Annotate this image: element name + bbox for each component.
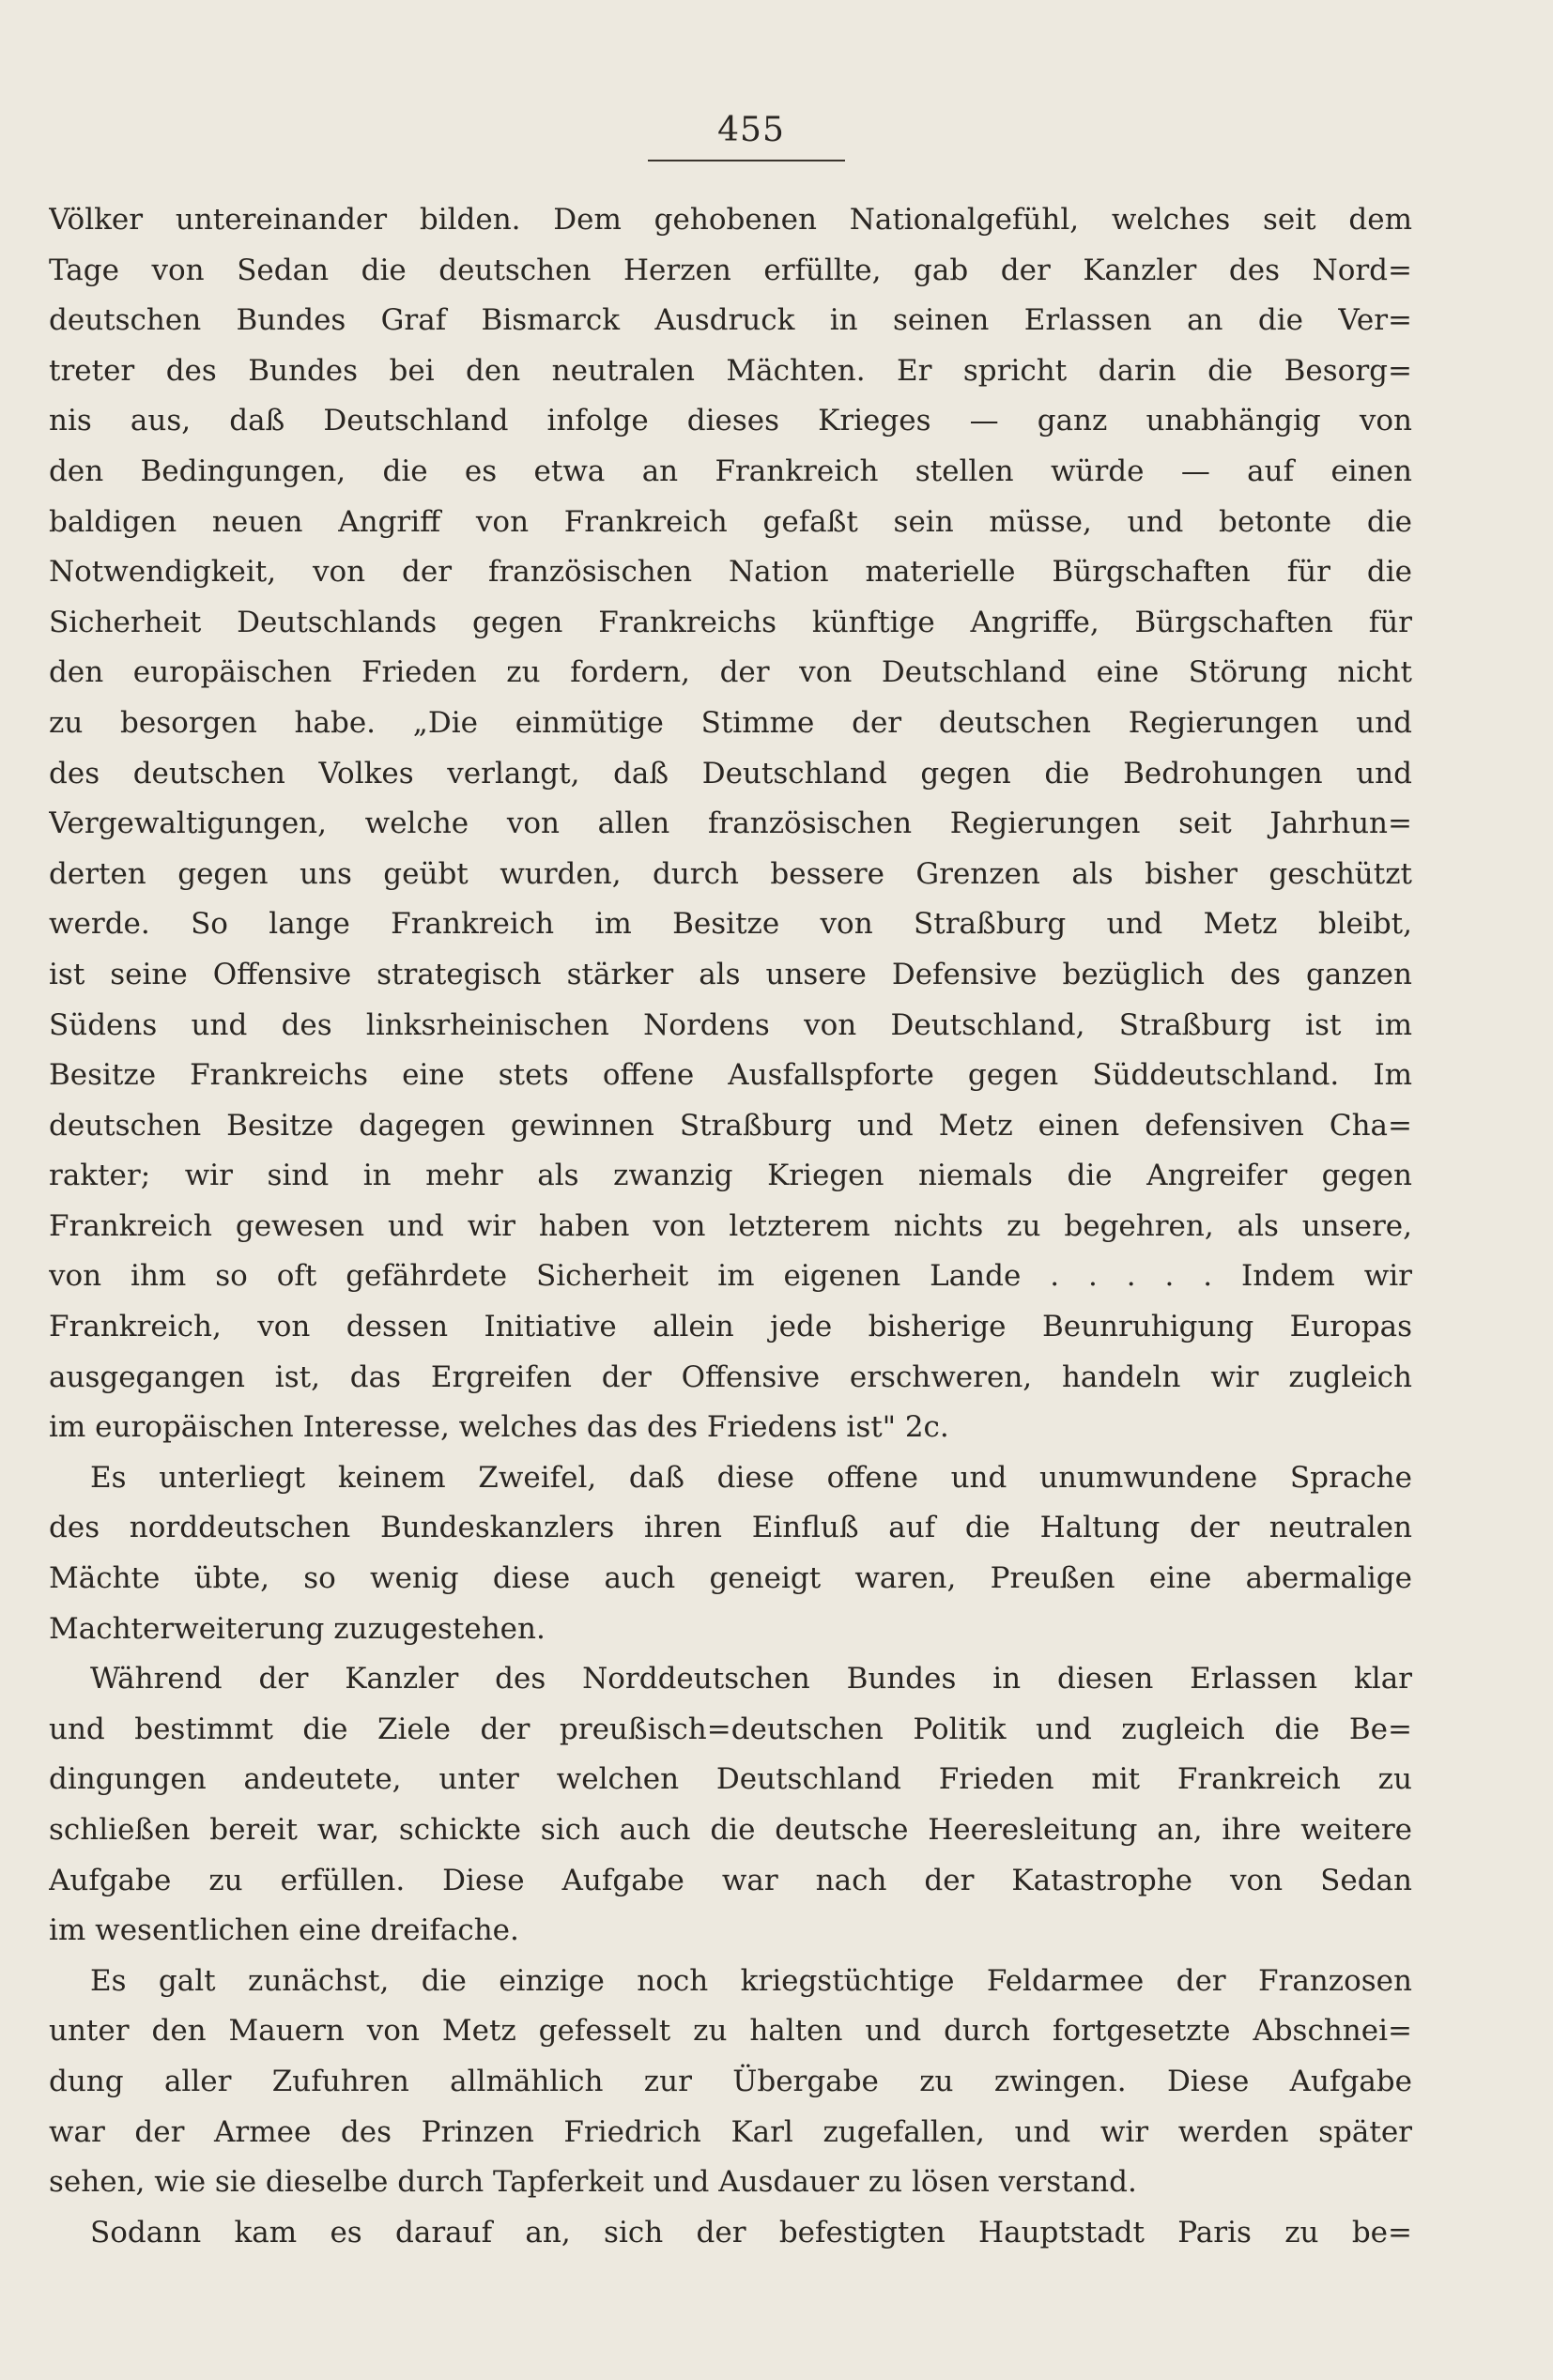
text-line: dingungen andeutete, unter welchen Deutschland Frieden mit Frankreich zu <box>49 1762 1412 1797</box>
page-number: 455 <box>717 111 785 149</box>
text-line: unter den Mauern von Metz gefesselt zu halten und durch fortgesetzte Abschnei= <box>49 2014 1412 2049</box>
text-line: und bestimmt die Ziele der preußisch=deutschen Politik und zugleich die Be= <box>49 1712 1412 1746</box>
body-text <box>49 195 1412 2258</box>
text-line: nis aus, daß Deutschland infolge dieses Krieges — ganz unabhängig von <box>49 404 1412 438</box>
text-line: treter des Bundes bei den neutralen Mächten. Er spricht darin die Besorg= <box>49 353 1412 388</box>
text-line: Mächte übte, so wenig diese auch geneigt waren, Preußen eine abermalige <box>49 1561 1412 1596</box>
text-line: zu besorgen habe. „Die einmütige Stimme der deutschen Regierungen und <box>49 705 1412 740</box>
text-line: Vergewaltigungen, welche von allen französischen Regierungen seit Jahrhun= <box>49 806 1412 841</box>
text-line: baldigen neuen Angriff von Frankreich gefaßt sein müsse, und betonte die <box>49 504 1412 539</box>
text-line: Notwendigkeit, von der französischen Nation materielle Bürgschaften für die <box>49 555 1412 590</box>
text-line: Es galt zunächst, die einzige noch kriegstüchtige Feldarmee der Franzosen <box>90 1963 1412 1998</box>
text-line: Besitze Frankreichs eine stets offene Ausfallspforte gegen Süddeutschland. Im <box>49 1058 1412 1093</box>
text-line: ausgegangen ist, das Ergreifen der Offensive erschweren, handeln wir zugleich <box>49 1359 1412 1394</box>
text-line: Völker untereinander bilden. Dem gehobenen Nationalgefühl, welches seit dem <box>49 203 1412 237</box>
text-line: Es unterliegt keinem Zweifel, daß diese offene und unumwundene Sprache <box>90 1460 1412 1495</box>
text-line: des norddeutschen Bundeskanzlers ihren Einfluß auf die Haltung der neutralen <box>49 1511 1412 1545</box>
text-line: war der Armee des Prinzen Friedrich Karl zugefallen, und wir werden später <box>49 2114 1412 2149</box>
text-line: den europäischen Frieden zu fordern, der von Deutschland eine Störung nicht <box>49 655 1412 690</box>
text-line: deutschen Bundes Graf Bismarck Ausdruck in seinen Erlassen an die Ver= <box>49 303 1412 338</box>
text-line: Frankreich, von dessen Initiative allein jede bisherige Beunruhigung Europas <box>49 1310 1412 1344</box>
text-line: den Bedingungen, die es etwa an Frankreich stellen würde — auf einen <box>49 453 1412 488</box>
text-line: Aufgabe zu erfüllen. Diese Aufgabe war nach der Katastrophe von Sedan <box>49 1863 1412 1897</box>
text-line: von ihm so oft gefährdete Sicherheit im eigenen Lande . . . . . Indem wir <box>49 1259 1412 1294</box>
text-line: Südens und des linksrheinischen Nordens von Deutschland, Straßburg ist im <box>49 1007 1412 1042</box>
text-line: im europäischen Interesse, welches das des Friedens ist" 2c. <box>49 1410 949 1445</box>
text-line: rakter; wir sind in mehr als zwanzig Kriegen niemals die Angreifer gegen <box>49 1159 1412 1193</box>
text-line: des deutschen Volkes verlangt, daß Deutschland gegen die Bedrohungen und <box>49 756 1412 791</box>
text-line: derten gegen uns geübt wurden, durch bessere Grenzen als bisher geschützt <box>49 856 1412 891</box>
text-line: ist seine Offensive strategisch stärker als unsere Defensive bezüglich des ganzen <box>49 957 1412 991</box>
text-line: Frankreich gewesen und wir haben von letzterem nichts zu begehren, als unsere, <box>49 1208 1412 1243</box>
text-line: im wesentlichen eine dreifache. <box>49 1913 519 1948</box>
text-line: schließen bereit war, schickte sich auch die deutsche Heeresleitung an, ihre weitere <box>49 1813 1412 1847</box>
text-line: Machterweiterung zuzugestehen. <box>49 1611 546 1646</box>
text-line: sehen, wie sie dieselbe durch Tapferkeit und Ausdauer zu lösen verstand. <box>49 2165 1137 2200</box>
text-line: werde. So lange Frankreich im Besitze von Straßburg und Metz bleibt, <box>49 907 1412 942</box>
text-line: deutschen Besitze dagegen gewinnen Straßburg und Metz einen defensiven Cha= <box>49 1108 1412 1143</box>
text-line: dung aller Zufuhren allmählich zur Übergabe zu zwingen. Diese Aufgabe <box>49 2064 1412 2098</box>
text-line: Sicherheit Deutschlands gegen Frankreichs künftige Angriffe, Bürgschaften für <box>49 605 1412 639</box>
text-line: Während der Kanzler des Norddeutschen Bundes in diesen Erlassen klar <box>90 1662 1412 1697</box>
text-line: Sodann kam es darauf an, sich der befestigten Hauptstadt Paris zu be= <box>90 2215 1412 2249</box>
text-line: Tage von Sedan die deutschen Herzen erfüllte, gab der Kanzler des Nord= <box>49 253 1412 287</box>
header-rule <box>648 160 845 161</box>
